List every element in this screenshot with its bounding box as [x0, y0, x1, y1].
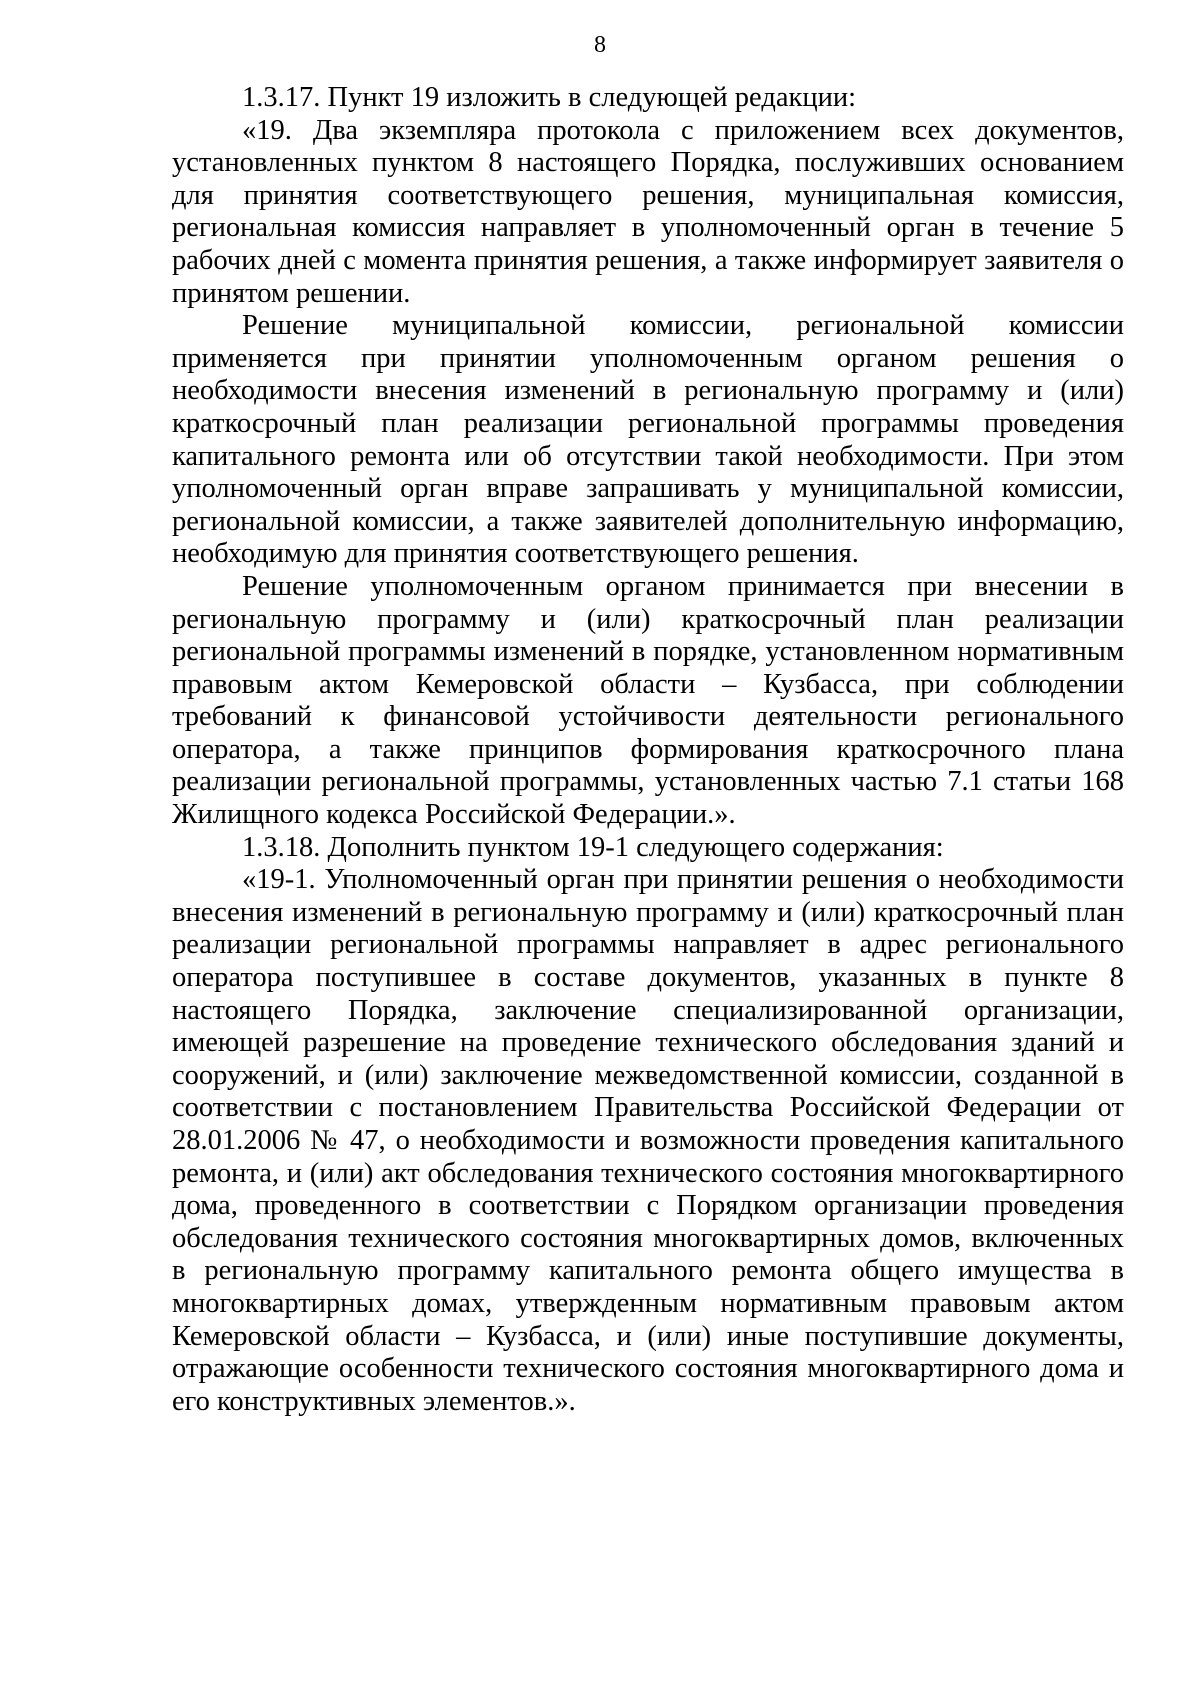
page-number: 8 [594, 32, 606, 58]
paragraph-point-19-1: «19-1. Уполномоченный орган при принятии решения о необходимости внесения изменений в региональную программу и (или) краткосрочный план реализации региональной программы направляет в адрес регионального оператора поступившее в составе документов, указанных в пункте 8 настоящего Порядка, заключение специализированной организации, имеющей разрешение на проведение технического обследования зданий и сооружений, и (или) заключение межведомственной комиссии, созданной в соответствии с постановлением Правительства Российской Федерации от 28.01.2006 № 47, о необходимости и возможности проведения капитального ремонта, и (или) акт обследования технического состояния многоквартирного дома, проведенного в соответствии с Порядком организации проведения обследования технического состояния многоквартирных домов, включенных в региональную программу капитального ремонта общего имущества в многоквартирных домах, утвержденным нормативным правовым актом Кемеровской области – Кузбасса, и (или) иные поступившие документы, отражающие особенности технического состояния многоквартирного дома и его конструктивных элементов.». [172, 864, 1124, 1417]
paragraph-point-19: «19. Два экземпляра протокола с приложением всех документов, установленных пунктом 8 настоящего Порядка, послуживших основанием для принятия соответствующего решения, муниципальная комиссия, региональная комиссия направляет в уполномоченный орган в течение 5 рабочих дней с момента принятия решения, а также информирует заявителя о принятом решении. [172, 114, 1124, 309]
paragraph-commission-decision: Решение муниципальной комиссии, региональной комиссии применяется при принятии уполномоченным органом решения о необходимости внесения изменений в региональную программу и (или) краткосрочный план реализации региональной программы проведения капитального ремонта или об отсутствии такой необходимости. При этом уполномоченный орган вправе запрашивать у муниципальной комиссии, региональной комиссии, а также заявителей дополнительную информацию, необходимую для принятия соответствующего решения. [172, 310, 1124, 570]
paragraph-1-3-18: 1.3.18. Дополнить пунктом 19-1 следующего содержания: [242, 831, 944, 863]
paragraph-authority-decision: Решение уполномоченным органом принимается при внесении в региональную программу и (или) краткосрочный план реализации региональной программы изменений в порядке, установленном нормативным правовым актом Кемеровской области – Кузбасса, при соблюдении требований к финансовой устойчивости деятельности регионального оператора, а также принципов формирования краткосрочного плана реализации региональной программы, установленных частью 7.1 статьи 168 Жилищного кодекса Российской Федерации.». [172, 570, 1124, 831]
paragraph-1-3-17: 1.3.17. Пункт 19 изложить в следующей редакции: [242, 82, 856, 113]
document-body [172, 82, 1124, 1418]
